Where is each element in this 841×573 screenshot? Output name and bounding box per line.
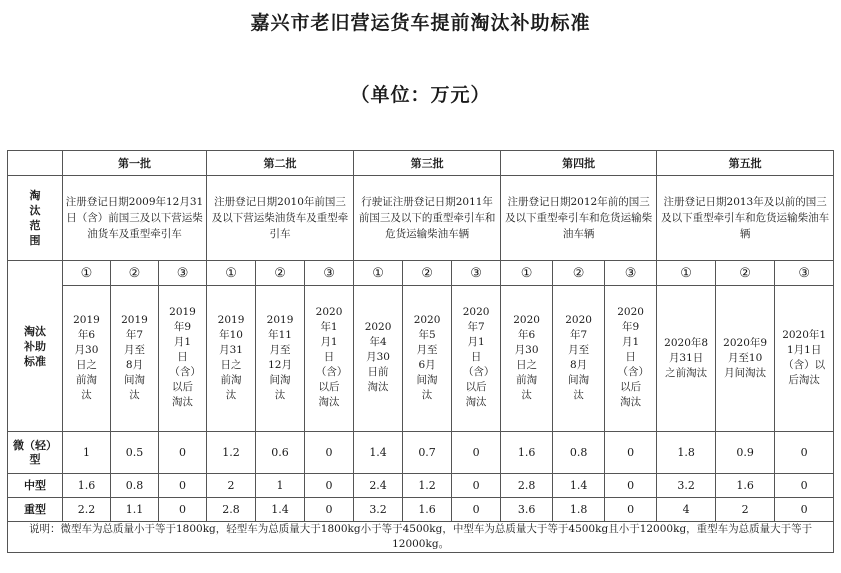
value-cell: 2.8 (207, 498, 256, 522)
tier-mark: ① (657, 261, 716, 286)
value-cell: 0 (605, 498, 657, 522)
value-cell: 2.2 (63, 498, 111, 522)
value-cell: 0 (605, 474, 657, 498)
value-cell: 3.6 (501, 498, 553, 522)
tier-mark-row (8, 261, 834, 286)
value-cell: 0 (305, 432, 354, 474)
deadline-cell: 2020年9月至10月间淘汰 (716, 286, 775, 432)
tier-mark: ② (553, 261, 605, 286)
value-cell: 0 (305, 498, 354, 522)
value-cell: 1.4 (256, 498, 305, 522)
value-cell: 3.2 (354, 498, 403, 522)
deadline-cell: 2019年10月31日之前淘汰 (207, 286, 256, 432)
row-label: 重型 (8, 498, 63, 522)
tier-mark: ③ (605, 261, 657, 286)
unit-label: （单位：万元） (350, 84, 491, 106)
value-cell: 1.2 (403, 474, 452, 498)
value-cell: 0 (452, 498, 501, 522)
value-cell: 1.1 (111, 498, 159, 522)
deadline-cell: 2019年6月30日之前淘汰 (63, 286, 111, 432)
value-cell: 1.8 (553, 498, 605, 522)
table-row (8, 474, 834, 498)
table-note: 说明：微型车为总质量小于等于1800kg，轻型车为总质量大于1800kg小于等于4500kg，中型车为总质量大于等于4500kg且小于12000kg，重型车为总质量大于等于12000kg。 (8, 522, 834, 553)
tier-mark: ③ (305, 261, 354, 286)
scope-cell: 注册登记日期2009年12月31日（含）前国三及以下营运柴油货车及重型牵引车 (63, 176, 207, 261)
tier-mark: ① (63, 261, 111, 286)
deadline-cell: 2020年1月1日（含）以后淘汰 (305, 286, 354, 432)
value-cell: 0.8 (111, 474, 159, 498)
tier-mark: ② (716, 261, 775, 286)
deadline-cell: 2019年11月至12月间淘汰 (256, 286, 305, 432)
value-cell: 1.4 (553, 474, 605, 498)
page-title: 嘉兴市老旧营运货车提前淘汰补助标准 (250, 12, 591, 34)
tier-mark: ③ (159, 261, 207, 286)
scope-cell: 注册登记日期2010年前国三及以下营运柴油货车及重型牵引车 (207, 176, 354, 261)
value-cell: 0.8 (553, 432, 605, 474)
table-row (8, 432, 834, 474)
deadline-cell: 2020年8月31日之前淘汰 (657, 286, 716, 432)
tier-mark: ② (403, 261, 452, 286)
value-cell: 0.6 (256, 432, 305, 474)
scope-row (8, 176, 834, 261)
scope-label: 淘汰范围 (8, 176, 63, 261)
value-cell: 1.4 (354, 432, 403, 474)
batch-header: 第四批 (501, 151, 657, 176)
batch-header: 第三批 (354, 151, 501, 176)
subsidy-label: 淘汰补助标准 (8, 261, 63, 432)
tier-mark: ③ (775, 261, 834, 286)
tier-mark: ③ (452, 261, 501, 286)
batch-header-row (8, 151, 834, 176)
value-cell: 0 (452, 474, 501, 498)
note-row (8, 522, 834, 553)
tier-mark: ① (354, 261, 403, 286)
deadline-row (8, 286, 834, 432)
value-cell: 0 (775, 474, 834, 498)
row-label: 中型 (8, 474, 63, 498)
deadline-cell: 2019年9月1日（含）以后淘汰 (159, 286, 207, 432)
value-cell: 0 (775, 432, 834, 474)
scope-cell: 注册登记日期2012年前的国三及以下重型牵引车和危货运输柴油车辆 (501, 176, 657, 261)
value-cell: 0 (605, 432, 657, 474)
tier-mark: ① (501, 261, 553, 286)
value-cell: 0.5 (111, 432, 159, 474)
value-cell: 0 (159, 498, 207, 522)
value-cell: 3.2 (657, 474, 716, 498)
deadline-cell: 2020年5月至6月间淘汰 (403, 286, 452, 432)
value-cell: 1.6 (403, 498, 452, 522)
value-cell: 1 (63, 432, 111, 474)
tier-mark: ② (111, 261, 159, 286)
deadline-cell: 2020年11月1日（含）以后淘汰 (775, 286, 834, 432)
subsidy-table (7, 150, 834, 553)
deadline-cell: 2020年9月1日（含）以后淘汰 (605, 286, 657, 432)
value-cell: 0 (305, 474, 354, 498)
value-cell: 0 (775, 498, 834, 522)
batch-header: 第一批 (63, 151, 207, 176)
deadline-cell: 2020年7月1日（含）以后淘汰 (452, 286, 501, 432)
deadline-cell: 2020年7月至8月间淘汰 (553, 286, 605, 432)
value-cell: 1 (256, 474, 305, 498)
value-cell: 1.6 (501, 432, 553, 474)
deadline-cell: 2019年7月至8月间淘汰 (111, 286, 159, 432)
value-cell: 0.7 (403, 432, 452, 474)
row-label: 微（轻）型 (8, 432, 63, 474)
deadline-cell: 2020年6月30日之前淘汰 (501, 286, 553, 432)
scope-cell: 注册登记日期2013年及以前的国三及以下重型牵引车和危货运输柴油车辆 (657, 176, 834, 261)
value-cell: 2.4 (354, 474, 403, 498)
value-cell: 2 (207, 474, 256, 498)
scope-cell: 行驶证注册登记日期2011年前国三及以下的重型牵引车和危货运输柴油车辆 (354, 176, 501, 261)
value-cell: 1.6 (716, 474, 775, 498)
tier-mark: ① (207, 261, 256, 286)
value-cell: 0 (159, 432, 207, 474)
value-cell: 1.6 (63, 474, 111, 498)
deadline-cell: 2020年4月30日前淘汰 (354, 286, 403, 432)
value-cell: 0 (159, 474, 207, 498)
value-cell: 0 (452, 432, 501, 474)
batch-header: 第五批 (657, 151, 834, 176)
value-cell: 4 (657, 498, 716, 522)
value-cell: 1.2 (207, 432, 256, 474)
table-row (8, 498, 834, 522)
tier-mark: ② (256, 261, 305, 286)
value-cell: 2.8 (501, 474, 553, 498)
value-cell: 1.8 (657, 432, 716, 474)
corner-cell (8, 151, 63, 176)
value-cell: 0.9 (716, 432, 775, 474)
value-cell: 2 (716, 498, 775, 522)
batch-header: 第二批 (207, 151, 354, 176)
